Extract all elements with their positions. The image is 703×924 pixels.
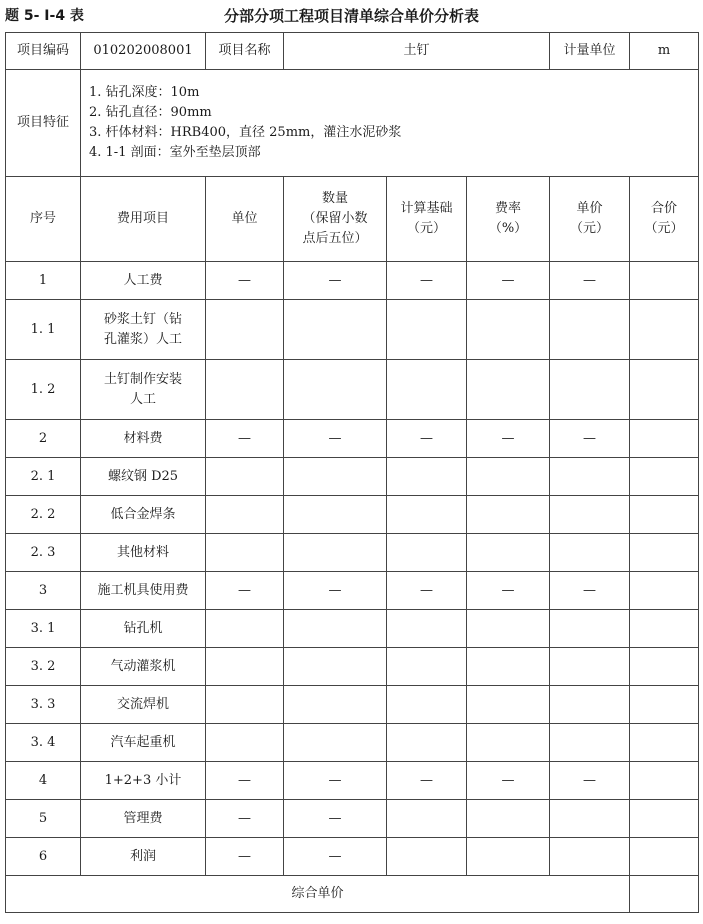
unit-label: 计量单位 bbox=[550, 33, 630, 70]
row-unit bbox=[206, 534, 284, 572]
unit-value: m bbox=[630, 33, 699, 70]
row-total bbox=[630, 648, 699, 686]
row-qty: — bbox=[284, 800, 387, 838]
row-qty bbox=[284, 360, 387, 420]
row-qty bbox=[284, 724, 387, 762]
row-base bbox=[387, 800, 467, 838]
row-unit bbox=[206, 648, 284, 686]
row-seq: 6 bbox=[6, 838, 81, 876]
row-unit bbox=[206, 300, 284, 360]
row-qty: — bbox=[284, 572, 387, 610]
row-base: — bbox=[387, 572, 467, 610]
feature-line: 4. 1-1 剖面：室外至垫层顶部 bbox=[89, 145, 261, 160]
row-rate bbox=[467, 800, 550, 838]
row-rate bbox=[467, 648, 550, 686]
row-base bbox=[387, 648, 467, 686]
row-seq: 2 bbox=[6, 420, 81, 458]
row-seq: 4 bbox=[6, 762, 81, 800]
row-price: — bbox=[550, 420, 630, 458]
row-price: — bbox=[550, 762, 630, 800]
row-base bbox=[387, 610, 467, 648]
row-item: 砂浆土钉（钻 孔灌浆）人工 bbox=[81, 300, 206, 360]
row-qty: — bbox=[284, 838, 387, 876]
row-seq: 5 bbox=[6, 800, 81, 838]
row-base bbox=[387, 458, 467, 496]
row-rate bbox=[467, 686, 550, 724]
row-seq: 3. 4 bbox=[6, 724, 81, 762]
table-row bbox=[6, 800, 699, 838]
col-unit: 单位 bbox=[206, 177, 284, 262]
cost-analysis-table bbox=[5, 32, 699, 913]
row-seq: 1. 1 bbox=[6, 300, 81, 360]
row-rate bbox=[467, 360, 550, 420]
table-row bbox=[6, 610, 699, 648]
row-total bbox=[630, 572, 699, 610]
row-price bbox=[550, 648, 630, 686]
code-value: 010202008001 bbox=[81, 33, 206, 70]
row-item: 施工机具使用费 bbox=[81, 572, 206, 610]
name-label: 项目名称 bbox=[206, 33, 284, 70]
row-unit bbox=[206, 496, 284, 534]
row-total bbox=[630, 838, 699, 876]
row-seq: 3. 2 bbox=[6, 648, 81, 686]
row-unit bbox=[206, 610, 284, 648]
row-qty: — bbox=[284, 262, 387, 300]
col-item: 费用项目 bbox=[81, 177, 206, 262]
row-seq: 2. 1 bbox=[6, 458, 81, 496]
document-header bbox=[5, 5, 698, 27]
row-rate: — bbox=[467, 572, 550, 610]
row-item: 人工费 bbox=[81, 262, 206, 300]
row-base: — bbox=[387, 762, 467, 800]
row-item: 土钉制作安装 人工 bbox=[81, 360, 206, 420]
row-total bbox=[630, 262, 699, 300]
table-row bbox=[6, 838, 699, 876]
row-qty bbox=[284, 300, 387, 360]
row-price bbox=[550, 534, 630, 572]
row-seq: 2. 2 bbox=[6, 496, 81, 534]
row-price: — bbox=[550, 262, 630, 300]
row-rate bbox=[467, 724, 550, 762]
row-seq: 2. 3 bbox=[6, 534, 81, 572]
table-row bbox=[6, 300, 699, 360]
row-price bbox=[550, 686, 630, 724]
table-row bbox=[6, 458, 699, 496]
row-base bbox=[387, 360, 467, 420]
row-qty bbox=[284, 496, 387, 534]
row-item: 钻孔机 bbox=[81, 610, 206, 648]
col-base: 计算基础 （元） bbox=[387, 177, 467, 262]
summary-value bbox=[630, 876, 699, 913]
row-seq: 1 bbox=[6, 262, 81, 300]
row-price: — bbox=[550, 572, 630, 610]
code-label: 项目编码 bbox=[6, 33, 81, 70]
row-item: 交流焊机 bbox=[81, 686, 206, 724]
row-price bbox=[550, 496, 630, 534]
feature-line: 2. 钻孔直径：90mm bbox=[89, 105, 212, 120]
row-base bbox=[387, 686, 467, 724]
row-qty bbox=[284, 458, 387, 496]
row-unit: — bbox=[206, 838, 284, 876]
column-header-row bbox=[6, 177, 699, 262]
features-content bbox=[81, 70, 699, 177]
row-seq: 3. 1 bbox=[6, 610, 81, 648]
info-row bbox=[6, 33, 699, 70]
row-unit bbox=[206, 360, 284, 420]
row-price bbox=[550, 360, 630, 420]
features-label: 项目特征 bbox=[6, 70, 81, 177]
row-price bbox=[550, 610, 630, 648]
row-price bbox=[550, 458, 630, 496]
row-total bbox=[630, 420, 699, 458]
row-seq: 1. 2 bbox=[6, 360, 81, 420]
row-item: 利润 bbox=[81, 838, 206, 876]
row-rate bbox=[467, 458, 550, 496]
row-total bbox=[630, 610, 699, 648]
row-total bbox=[630, 496, 699, 534]
row-total bbox=[630, 458, 699, 496]
row-rate bbox=[467, 496, 550, 534]
table-row bbox=[6, 262, 699, 300]
row-price bbox=[550, 800, 630, 838]
table-row bbox=[6, 724, 699, 762]
row-qty bbox=[284, 534, 387, 572]
col-seq: 序号 bbox=[6, 177, 81, 262]
row-qty: — bbox=[284, 762, 387, 800]
feature-line: 1. 钻孔深度：10m bbox=[89, 85, 200, 100]
summary-label: 综合单价 bbox=[6, 876, 630, 913]
row-base: — bbox=[387, 420, 467, 458]
table-row bbox=[6, 496, 699, 534]
row-item: 气动灌浆机 bbox=[81, 648, 206, 686]
row-unit bbox=[206, 686, 284, 724]
table-label: 题 5- Ⅰ-4 表 bbox=[5, 8, 84, 24]
row-item: 管理费 bbox=[81, 800, 206, 838]
col-price: 单价 （元） bbox=[550, 177, 630, 262]
row-item: 低合金焊条 bbox=[81, 496, 206, 534]
row-total bbox=[630, 762, 699, 800]
row-base bbox=[387, 496, 467, 534]
row-item: 1+2+3 小计 bbox=[81, 762, 206, 800]
row-unit: — bbox=[206, 262, 284, 300]
row-item: 螺纹钢 D25 bbox=[81, 458, 206, 496]
table-row bbox=[6, 360, 699, 420]
row-rate bbox=[467, 300, 550, 360]
name-value: 土钉 bbox=[284, 33, 550, 70]
row-qty: — bbox=[284, 420, 387, 458]
row-rate: — bbox=[467, 262, 550, 300]
row-qty bbox=[284, 686, 387, 724]
row-item: 汽车起重机 bbox=[81, 724, 206, 762]
row-total bbox=[630, 534, 699, 572]
row-item: 其他材料 bbox=[81, 534, 206, 572]
col-total: 合价 （元） bbox=[630, 177, 699, 262]
table-row bbox=[6, 572, 699, 610]
row-base bbox=[387, 534, 467, 572]
col-qty: 数量 （保留小数 点后五位） bbox=[284, 177, 387, 262]
features-row bbox=[6, 70, 699, 177]
row-unit: — bbox=[206, 762, 284, 800]
row-rate bbox=[467, 610, 550, 648]
row-total bbox=[630, 686, 699, 724]
row-total bbox=[630, 360, 699, 420]
row-rate: — bbox=[467, 762, 550, 800]
table-row bbox=[6, 420, 699, 458]
page-title: 分部分项工程项目清单综合单价分析表 bbox=[223, 7, 479, 25]
row-price bbox=[550, 838, 630, 876]
row-base bbox=[387, 724, 467, 762]
row-unit: — bbox=[206, 572, 284, 610]
row-rate bbox=[467, 534, 550, 572]
row-qty bbox=[284, 648, 387, 686]
summary-row bbox=[6, 876, 699, 913]
row-rate bbox=[467, 838, 550, 876]
row-price bbox=[550, 300, 630, 360]
row-unit bbox=[206, 458, 284, 496]
row-base bbox=[387, 300, 467, 360]
table-row bbox=[6, 762, 699, 800]
col-rate: 费率 （%） bbox=[467, 177, 550, 262]
row-price bbox=[550, 724, 630, 762]
row-unit: — bbox=[206, 800, 284, 838]
row-base: — bbox=[387, 262, 467, 300]
table-row bbox=[6, 648, 699, 686]
row-seq: 3 bbox=[6, 572, 81, 610]
row-seq: 3. 3 bbox=[6, 686, 81, 724]
row-rate: — bbox=[467, 420, 550, 458]
table-row bbox=[6, 686, 699, 724]
feature-line: 3. 杆体材料：HRB400，直径 25mm，灌注水泥砂浆 bbox=[89, 125, 402, 140]
row-base bbox=[387, 838, 467, 876]
row-unit bbox=[206, 724, 284, 762]
row-item: 材料费 bbox=[81, 420, 206, 458]
row-total bbox=[630, 724, 699, 762]
row-unit: — bbox=[206, 420, 284, 458]
row-qty bbox=[284, 610, 387, 648]
table-row bbox=[6, 534, 699, 572]
row-total bbox=[630, 300, 699, 360]
row-total bbox=[630, 800, 699, 838]
